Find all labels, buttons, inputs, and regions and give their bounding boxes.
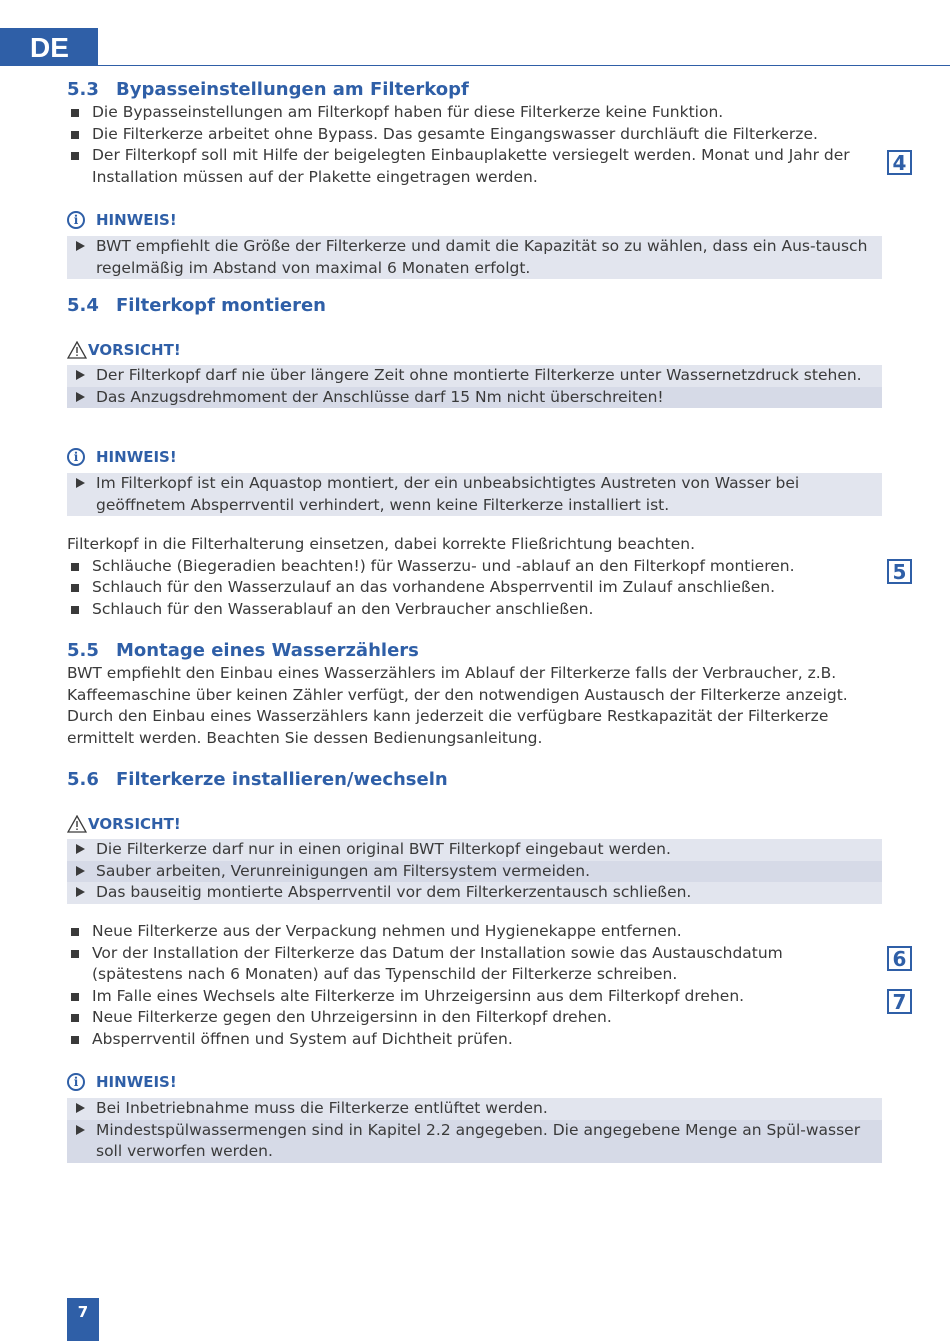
- list-item: Im Falle eines Wechsels alte Filterkerze im Uhrzeigersinn aus dem Filterkopf drehen.: [67, 986, 867, 1008]
- info-icon: i: [67, 448, 85, 466]
- bullet-list-5-3: [67, 102, 867, 188]
- figure-ref-5: 5: [887, 559, 912, 584]
- info-icon: i: [67, 1073, 85, 1091]
- caution-item: Sauber arbeiten, Verunreinigungen am Filtersystem vermeiden.: [67, 861, 882, 883]
- note-item: BWT empfiehlt die Größe der Filterkerze und damit die Kapazität so zu wählen, dass ein Aus-tausch regelmäßig im Abstand von maximal 6 Monaten erfolgt.: [67, 236, 882, 279]
- note-item: Bei Inbetriebnahme muss die Filterkerze entlüftet werden.: [67, 1098, 882, 1120]
- list-item: Schläuche (Biegeradien beachten!) für Wasserzu- und -ablauf an den Filterkopf montieren.: [67, 556, 867, 578]
- warning-icon: [67, 341, 87, 359]
- mount-steps: [67, 534, 867, 620]
- figure-ref-7: 7: [887, 989, 912, 1014]
- note-box-5-4: [67, 473, 882, 516]
- info-icon: i: [67, 211, 85, 229]
- list-item: Schlauch für den Wasserablauf an den Verbraucher anschließen.: [67, 599, 867, 621]
- page-number: 7: [67, 1298, 99, 1341]
- language-tab: DE: [0, 28, 98, 66]
- note-label-5-4: i HINWEIS!: [67, 447, 177, 467]
- caution-item: Der Filterkopf darf nie über längere Zeit ohne montierte Filterkerze unter Wassernetzdruck stehen.: [67, 365, 882, 387]
- section-heading-5-6: 5.6 Filterkerze installieren/wechseln: [67, 769, 448, 790]
- figure-ref-4: 4: [887, 150, 912, 175]
- caution-item: Das bauseitig montierte Absperrventil vor dem Filterkerzentausch schließen.: [67, 882, 882, 904]
- caution-label-5-4: VORSICHT!: [67, 340, 181, 360]
- list-item: Die Bypasseinstellungen am Filterkopf haben für diese Filterkerze keine Funktion.: [67, 102, 867, 124]
- note-label-5-6: i HINWEIS!: [67, 1072, 177, 1092]
- note-item: Mindestspülwassermengen sind in Kapitel 2.2 angegeben. Die angegebene Menge an Spül-wasser soll verworfen werden.: [67, 1120, 882, 1163]
- caution-item: Die Filterkerze darf nur in einen original BWT Filterkopf eingebaut werden.: [67, 839, 882, 861]
- caution-item: Das Anzugsdrehmoment der Anschlüsse darf 15 Nm nicht überschreiten!: [67, 387, 882, 409]
- list-item: Der Filterkopf soll mit Hilfe der beigelegten Einbauplakette versiegelt werden. Monat und Jahr der Installation müssen auf der Plakette eingetragen werden.: [67, 145, 867, 188]
- figure-ref-6: 6: [887, 946, 912, 971]
- section-heading-5-5: 5.5 Montage eines Wasserzählers: [67, 640, 419, 661]
- list-item: Vor der Installation der Filterkerze das Datum der Installation sowie das Austauschdatum (spätestens nach 6 Monaten) auf das Typenschild der Filterkerze schreiben.: [67, 943, 867, 986]
- list-item: Schlauch für den Wasserzulauf an das vorhandene Absperrventil im Zulauf anschließen.: [67, 577, 867, 599]
- caution-label-5-6: VORSICHT!: [67, 814, 181, 834]
- section-heading-5-4: 5.4 Filterkopf montieren: [67, 295, 326, 316]
- caution-box-5-4: [67, 365, 882, 408]
- caution-box-5-6: [67, 839, 882, 904]
- note-label-5-3: i HINWEIS!: [67, 210, 177, 230]
- list-item: Neue Filterkerze gegen den Uhrzeigersinn in den Filterkopf drehen.: [67, 1007, 867, 1029]
- list-item: Neue Filterkerze aus der Verpackung nehmen und Hygienekappe entfernen.: [67, 921, 867, 943]
- section-heading-5-3: 5.3 Bypasseinstellungen am Filterkopf: [67, 79, 469, 100]
- list-item: Die Filterkerze arbeitet ohne Bypass. Das gesamte Eingangswasser durchläuft die Filterkerze.: [67, 124, 867, 146]
- note-item: Im Filterkopf ist ein Aquastop montiert, der ein unbeabsichtigtes Austreten von Wasser bei geöffnetem Absperrventil verhindert, wenn keine Filterkerze installiert ist.: [67, 473, 882, 516]
- paragraph-5-5: BWT empfiehlt den Einbau eines Wasserzählers im Ablauf der Filterkerze falls der Verbraucher, z.B. Kaffeemaschine über keinen Zähler verfügt, der den notwendigen Austausch der Filterkerze anzeigt. Durch den Einbau eines Wasserzählers kann jederzeit die verfügbare Restkapazität der Filterkerze ermittelt werden. Beachten Sie dessen Bedienungsanleitung.: [67, 664, 848, 747]
- header-rule: [98, 65, 950, 66]
- note-box-5-3: [67, 236, 882, 279]
- bullet-list-5-6: [67, 921, 867, 1050]
- list-item: Absperrventil öffnen und System auf Dichtheit prüfen.: [67, 1029, 867, 1051]
- warning-icon: [67, 815, 87, 833]
- intro-text: Filterkopf in die Filterhalterung einsetzen, dabei korrekte Fließrichtung beachten.: [67, 535, 695, 553]
- note-box-5-6: [67, 1098, 882, 1163]
